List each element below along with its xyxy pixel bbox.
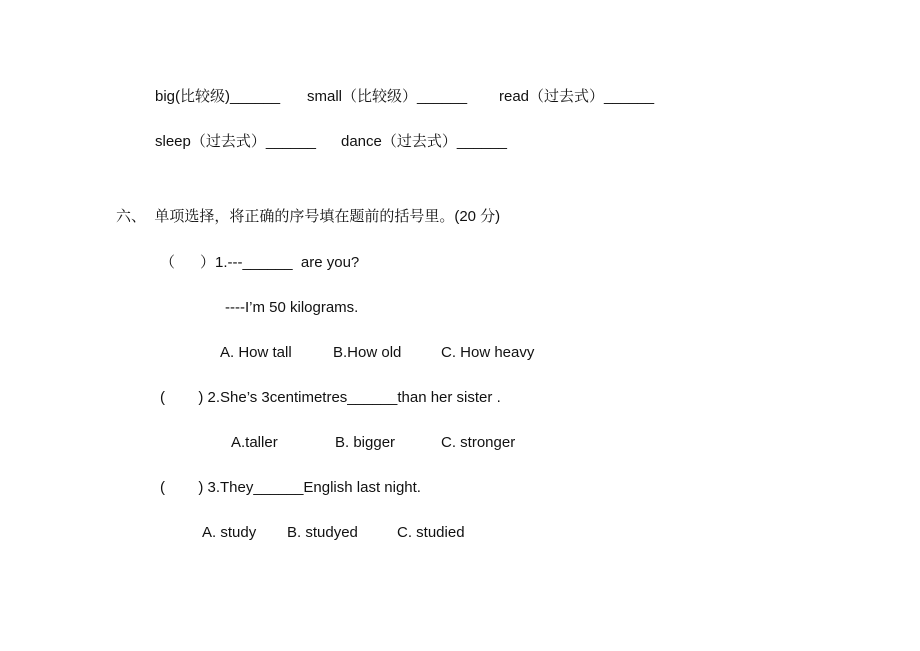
question-3-option-c: C. studied <box>397 524 465 541</box>
word-form-line-1 <box>0 87 920 107</box>
word-form-big: big(比较级)______ <box>155 88 281 105</box>
question-3-option-b: B. studyed <box>287 524 358 541</box>
question-2-options <box>0 433 920 453</box>
question-1-option-b: B.How old <box>333 344 402 361</box>
question-1-stem: （ ）1.---______ are you? <box>160 254 360 271</box>
question-3-options <box>0 523 920 543</box>
word-form-sleep: sleep（过去式）______ <box>155 133 316 150</box>
word-form-read: read（过去式）______ <box>499 88 655 105</box>
question-1-followup: ----I’m 50 kilograms. <box>225 299 359 316</box>
question-2-option-c: C. stronger <box>441 434 516 451</box>
word-form-line-2 <box>0 132 920 152</box>
question-2-option-b: B. bigger <box>335 434 396 451</box>
question-2-option-a: A.taller <box>231 434 278 451</box>
question-3-option-a: A. study <box>202 524 257 541</box>
question-1-options <box>0 343 920 363</box>
question-3-stem: ( ) 3.They______English last night. <box>160 479 421 496</box>
question-1-option-a: A. How tall <box>220 344 292 361</box>
word-form-small: small（比较级）______ <box>307 88 468 105</box>
question-1-option-c: C. How heavy <box>441 344 535 361</box>
question-2-stem: ( ) 2.She’s 3centimetres______than her sister . <box>160 389 501 406</box>
word-form-dance: dance（过去式）______ <box>341 133 507 150</box>
section-6-heading: 六、 单项选择，将正确的序号填在题前的括号里。(20 分) <box>116 208 501 225</box>
